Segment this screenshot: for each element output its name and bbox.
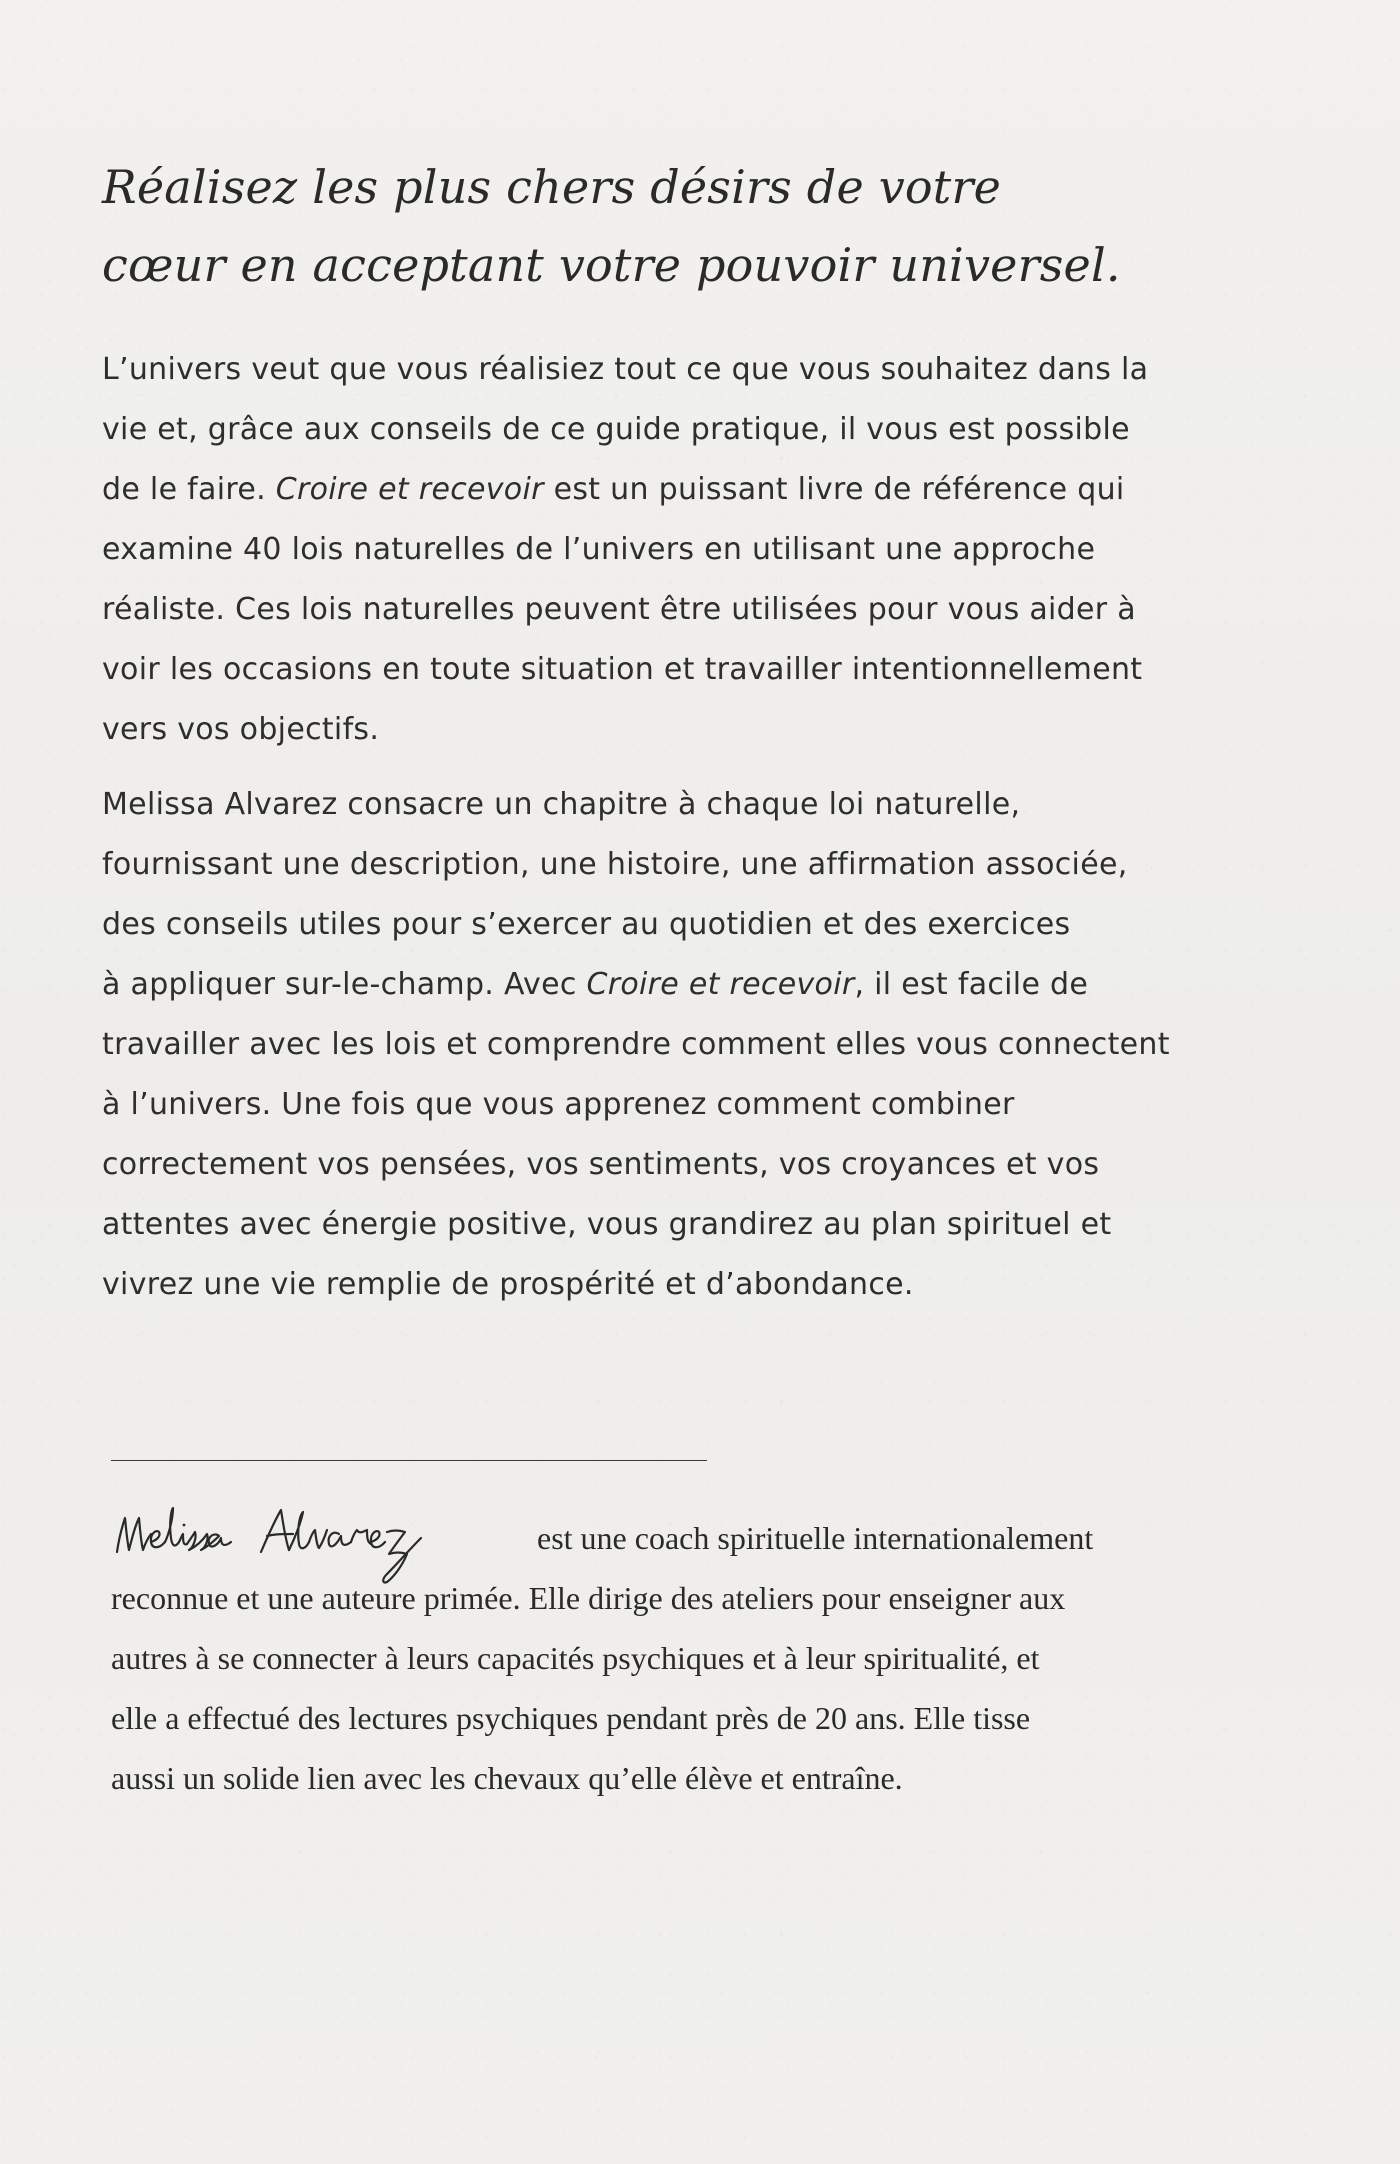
bio-text-line: est une coach spirituelle internationalement [537, 1520, 1094, 1556]
text-segment: de le faire. [102, 472, 276, 507]
text-line: réaliste. Ces lois naturelles peuvent être utilisées pour vous aider à [102, 592, 1136, 627]
bio-text-line: reconnue et une auteure primée. Elle dirige des ateliers pour enseigner aux [111, 1580, 1066, 1616]
text-line: voir les occasions en toute situation et travailler intentionnellement [102, 652, 1143, 687]
text-line: vie et, grâce aux conseils de ce guide pratique, il vous est possible [102, 412, 1130, 447]
text-line: fournissant une description, une histoire, une affirmation associée, [102, 847, 1128, 882]
tagline-line-2: cœur en acceptant votre pouvoir universel. [102, 238, 1121, 292]
bio-text-line: elle a effectué des lectures psychiques pendant près de 20 ans. Elle tisse [111, 1700, 1031, 1736]
book-title-italic: Croire et recevoir [586, 967, 855, 1002]
text-line: correctement vos pensées, vos sentiments, vos croyances et vos [102, 1147, 1100, 1182]
text-line: à l’univers. Une fois que vous apprenez comment combiner [102, 1087, 1015, 1122]
text-line: examine 40 lois naturelles de l’univers en utilisant une approche [102, 532, 1096, 567]
text-line: vivrez une vie remplie de prospérité et d’abondance. [102, 1267, 914, 1302]
book-description [102, 340, 1302, 1315]
text-line [102, 460, 1302, 520]
text-line [102, 955, 1302, 1015]
book-title-italic: Croire et recevoir [275, 472, 544, 507]
text-line: des conseils utiles pour s’exercer au quotidien et des exercices [102, 907, 1071, 942]
text-line: vers vos objectifs. [102, 712, 380, 747]
text-line: attentes avec énergie positive, vous grandirez au plan spirituel et [102, 1207, 1112, 1242]
author-bio [111, 1508, 1261, 1808]
author-signature [111, 1494, 531, 1586]
section-divider [111, 1460, 707, 1461]
text-line: Melissa Alvarez consacre un chapitre à chaque loi naturelle, [102, 787, 1021, 822]
text-segment: est un puissant livre de référence qui [543, 472, 1125, 507]
text-line: travailler avec les lois et comprendre comment elles vous connectent [102, 1027, 1170, 1062]
description-paragraph-2 [102, 775, 1302, 1315]
tagline-line-1: Réalisez les plus chers désirs de votre [102, 160, 1002, 214]
bio-first-line [111, 1508, 1261, 1568]
bio-text-line: autres à se connecter à leurs capacités psychiques et à leur spiritualité, et [111, 1640, 1040, 1676]
text-segment: à appliquer sur-le-champ. Avec [102, 967, 587, 1002]
text-segment: , il est facile de [854, 967, 1089, 1002]
bio-text-line: aussi un solide lien avec les chevaux qu’elle élève et entraîne. [111, 1760, 903, 1796]
description-paragraph-1 [102, 340, 1302, 760]
tagline [102, 148, 1282, 304]
text-line: L’univers veut que vous réalisiez tout ce que vous souhaitez dans la [102, 352, 1149, 387]
